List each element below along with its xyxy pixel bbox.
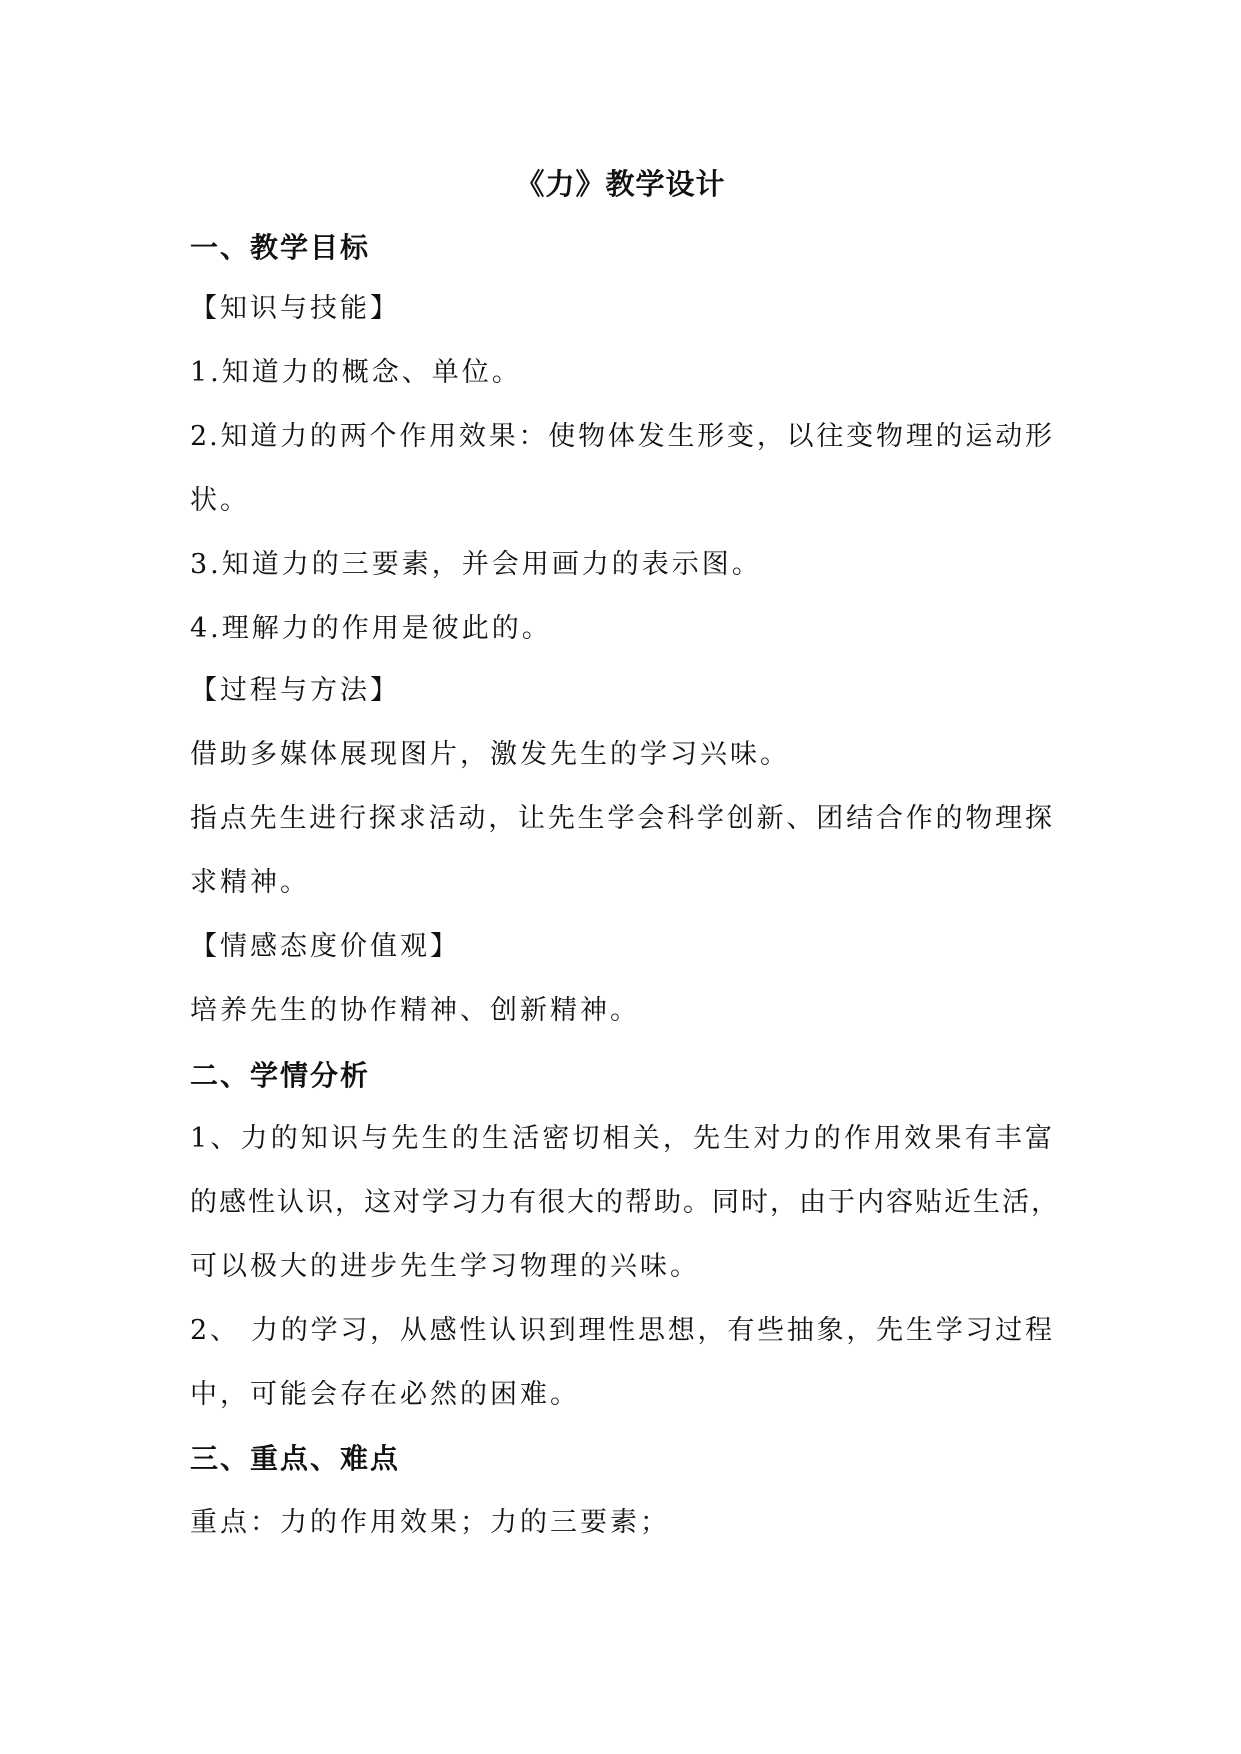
document-title: 《力》教学设计 <box>515 167 726 201</box>
paragraph-line: 2.知道力的两个作用效果：使物体发生形变，以往变物理的运动形 <box>190 421 1054 452</box>
section-heading-learning-analysis: 二、学情分析 <box>190 1059 371 1092</box>
section-heading-teaching-goals: 一、教学目标 <box>190 231 371 264</box>
paragraph-line: 培养先生的协作精神、创新精神。 <box>190 995 640 1026</box>
paragraph-line: 3.知道力的三要素，并会用画力的表示图。 <box>190 549 762 580</box>
paragraph-line: 可以极大的进步先生学习物理的兴味。 <box>190 1251 700 1282</box>
subheading-process-methods: 【过程与方法】 <box>190 675 400 706</box>
paragraph-line: 1.知道力的概念、单位。 <box>190 357 522 388</box>
paragraph-line: 状。 <box>190 485 250 516</box>
paragraph-line: 4.理解力的作用是彼此的。 <box>190 613 552 644</box>
paragraph-line: 借助多媒体展现图片，激发先生的学习兴味。 <box>190 739 790 770</box>
paragraph-line: 指点先生进行探求活动，让先生学会科学创新、团结合作的物理探 <box>190 803 1054 834</box>
section-heading-key-difficult-points: 三、重点、难点 <box>190 1442 401 1475</box>
paragraph-line: 中，可能会存在必然的困难。 <box>190 1379 580 1410</box>
paragraph-line: 的感性认识，这对学习力有很大的帮助。同时，由于内容贴近生活， <box>190 1187 1060 1218</box>
paragraph-line: 1、力的知识与先生的生活密切相关，先生对力的作用效果有丰富 <box>190 1123 1054 1154</box>
paragraph-line: 重点：力的作用效果；力的三要素； <box>190 1507 670 1538</box>
subheading-knowledge-skills: 【知识与技能】 <box>190 293 400 324</box>
paragraph-line: 求精神。 <box>190 867 310 898</box>
paragraph-line: 2、 力的学习，从感性认识到理性思想，有些抽象，先生学习过程 <box>190 1315 1054 1346</box>
subheading-emotion-attitude-values: 【情感态度价值观】 <box>190 931 460 962</box>
